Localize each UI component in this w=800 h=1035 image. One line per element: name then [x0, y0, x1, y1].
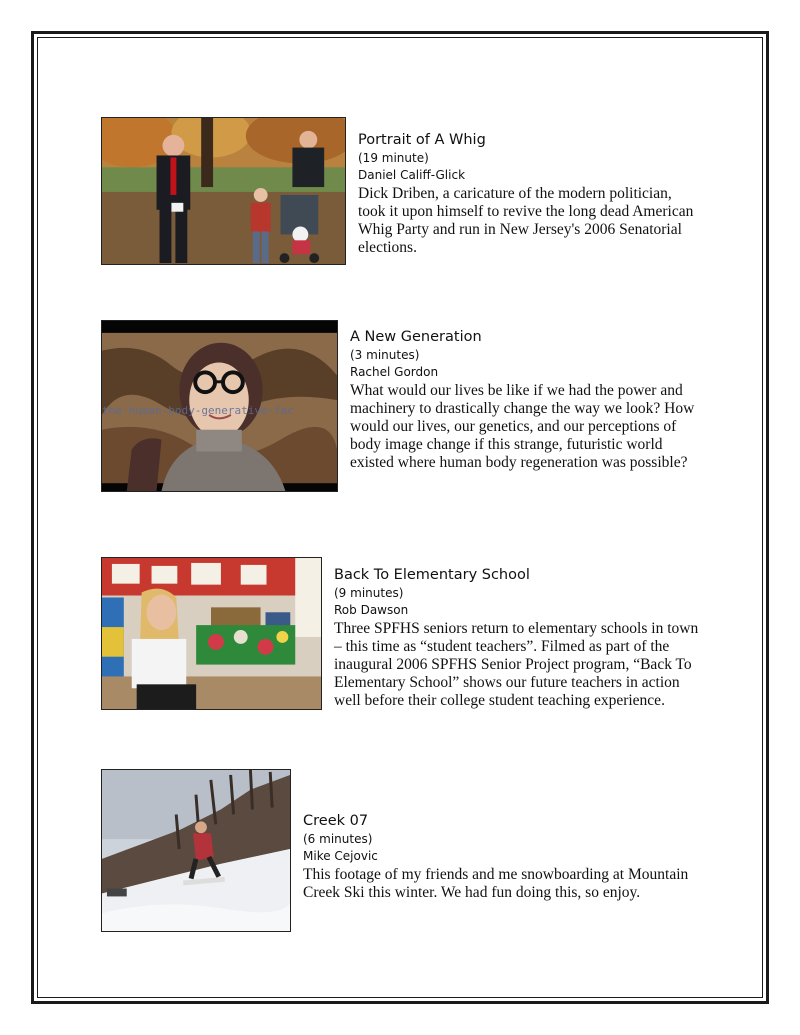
film-title: Back To Elementary School	[334, 567, 530, 583]
classroom-image	[102, 558, 321, 709]
film-duration: (19 minute)	[358, 151, 429, 165]
description-line: Whig Party and run in New Jersey's 2006 Senatorial	[358, 221, 682, 238]
film-director: Rachel Gordon	[350, 365, 439, 379]
film-thumbnail-back-to-elementary-school[interactable]	[101, 557, 322, 710]
film-thumbnail-portrait-of-a-whig[interactable]	[101, 117, 346, 265]
film-duration: (3 minutes)	[350, 348, 420, 362]
film-entry-back-to-elementary-school	[334, 566, 744, 710]
description-line: existed where human body regeneration was possible?	[350, 454, 688, 471]
thumbnail-overlay-text: the-human-body-generative-fac	[102, 404, 295, 417]
film-entry-creek-07	[303, 812, 723, 902]
description-line: would our lives, our genetics, and our perceptions of	[350, 418, 677, 435]
description-line: took it upon himself to revive the long dead American	[358, 203, 694, 220]
park-scene-image	[102, 118, 345, 264]
film-title: Portrait of A Whig	[358, 132, 486, 148]
description-line: machinery to drastically change the way we look? How	[350, 400, 695, 417]
film-director: Rob Dawson	[334, 603, 409, 617]
film-title: A New Generation	[350, 329, 482, 345]
film-entry-portrait-of-a-whig	[358, 131, 738, 257]
film-duration: (9 minutes)	[334, 586, 404, 600]
description-line: What would our lives be like if we had the power and	[350, 382, 683, 399]
film-description	[334, 620, 744, 710]
film-entry-a-new-generation	[350, 328, 740, 472]
snowboarding-image	[102, 770, 290, 931]
description-line: Dick Driben, a caricature of the modern politician,	[358, 185, 672, 202]
description-line: inaugural 2006 SPFHS Senior Project program, “Back To	[334, 656, 692, 673]
description-line: elections.	[358, 239, 417, 256]
film-description	[303, 866, 723, 902]
film-description	[350, 382, 740, 472]
description-line: – this time as “student teachers”. Filmed as part of the	[334, 638, 670, 655]
film-title: Creek 07	[303, 813, 369, 829]
description-line: This footage of my friends and me snowboarding at Mountain	[303, 866, 689, 883]
film-duration: (6 minutes)	[303, 832, 373, 846]
film-description	[358, 185, 738, 257]
film-thumbnail-creek-07[interactable]	[101, 769, 291, 932]
film-director: Mike Cejovic	[303, 849, 378, 863]
description-line: body image change if this strange, futuristic world	[350, 436, 663, 453]
description-line: Three SPFHS seniors return to elementary schools in town	[334, 620, 699, 637]
description-line: well before their college student teaching experience.	[334, 692, 665, 709]
film-thumbnail-a-new-generation[interactable]	[101, 320, 338, 492]
description-line: Creek Ski this winter. We had fun doing this, so enjoy.	[303, 884, 641, 901]
description-line: Elementary School” shows our future teachers in action	[334, 674, 680, 691]
film-director: Daniel Califf-Glick	[358, 168, 466, 182]
